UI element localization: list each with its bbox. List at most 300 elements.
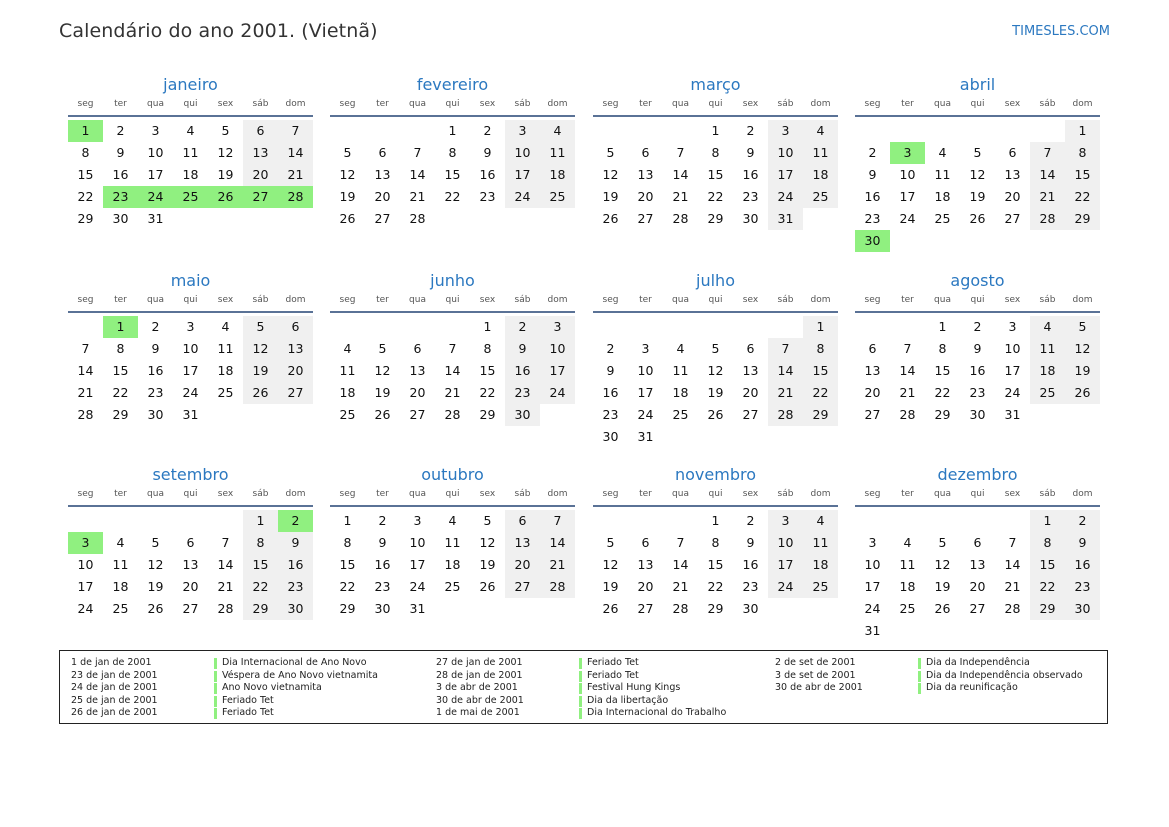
legend-item [436,682,726,695]
weekday-label: qua [409,489,426,499]
day-cell: 29 [707,601,724,616]
day-cell: 15 [803,360,838,382]
day-cell: 22 [803,382,838,404]
weekday-label: qui [183,99,198,109]
day-cell: 26 [147,601,164,616]
week-row [330,554,575,576]
month-outubro [330,464,575,620]
weekday-label: seg [864,489,881,499]
day-cell: 6 [746,341,755,356]
empty-day [505,208,540,230]
day-cell: 2 [606,341,615,356]
legend-item [71,670,378,683]
day-cell: 26 [602,601,619,616]
month-name: junho [430,271,475,290]
week-row [855,510,1100,532]
empty-day [365,316,400,338]
weekday-label: sáb [777,489,794,499]
day-cell: 29 [1065,208,1100,230]
day-cell: 20 [505,554,540,576]
day-cell: 12 [339,167,356,182]
day-cell: 3 [68,532,103,554]
day-cell: 23 [278,576,313,598]
day-cell: 1 [103,316,138,338]
weekday-header [68,294,313,313]
day-cell: 3 [768,510,803,532]
day-cell: 27 [637,211,654,226]
legend-item [775,682,1083,695]
weekday-label: sex [479,489,496,499]
empty-day [278,404,313,426]
day-cell: 13 [278,338,313,360]
empty-day [733,316,768,338]
day-cell: 9 [483,145,492,160]
day-cell: 25 [899,601,916,616]
day-cell: 20 [278,360,313,382]
empty-day [925,620,960,642]
week-row [593,510,838,532]
weekday-label: dom [1072,295,1093,305]
empty-day [1065,404,1100,426]
month-name: maio [170,271,211,290]
day-cell: 5 [606,535,615,550]
holiday-marker [214,683,217,694]
day-cell: 2 [746,513,755,528]
day-cell: 21 [672,579,689,594]
holiday-marker [579,708,582,719]
day-cell: 6 [641,145,650,160]
legend-item [71,657,378,670]
day-cell: 22 [1065,186,1100,208]
empty-day [960,620,995,642]
week-row [593,576,838,598]
day-cell: 21 [672,189,689,204]
day-cell: 17 [637,385,654,400]
day-cell: 27 [742,407,759,422]
day-cell: 16 [505,360,540,382]
empty-day [925,510,960,532]
day-cell: 26 [1065,382,1100,404]
legend-item [71,682,378,695]
holiday-date: 27 de jan de 2001 [436,657,523,668]
empty-day [890,120,925,142]
empty-day [855,316,890,338]
week-row [330,382,575,404]
week-row [855,620,1100,642]
day-cell: 11 [1030,338,1065,360]
holiday-marker [579,696,582,707]
weekday-label: dom [285,99,306,109]
day-cell: 8 [1065,142,1100,164]
day-cell: 9 [505,338,540,360]
day-cell: 24 [77,601,94,616]
week-row [593,164,838,186]
weekday-label: qua [934,489,951,499]
day-cell: 8 [116,341,125,356]
day-cell: 11 [182,145,199,160]
day-cell: 23 [602,407,619,422]
day-cell: 31 [147,211,164,226]
day-cell: 15 [77,167,94,182]
day-cell: 11 [899,557,916,572]
day-cell: 23 [742,579,759,594]
day-cell: 30 [1065,598,1100,620]
empty-day [278,208,313,230]
day-cell: 5 [378,341,387,356]
weekday-label: sáb [514,489,531,499]
empty-day [925,230,960,252]
empty-day [1030,404,1065,426]
day-cell: 24 [182,385,199,400]
week-row [855,186,1100,208]
weekday-label: seg [602,489,619,499]
day-cell: 24 [505,186,540,208]
weekday-header [330,488,575,507]
week-row [855,598,1100,620]
weekday-label: sáb [1039,99,1056,109]
empty-day [330,316,365,338]
day-cell: 15 [1030,554,1065,576]
day-cell: 9 [151,341,160,356]
day-cell: 2 [278,510,313,532]
day-cell: 7 [221,535,230,550]
holiday-marker [918,671,921,682]
weekday-label: seg [77,489,94,499]
empty-day [803,426,838,448]
holiday-date: 2 de set de 2001 [775,657,856,668]
day-cell: 7 [768,338,803,360]
week-row [330,164,575,186]
day-cell: 7 [278,120,313,142]
day-cell: 29 [707,211,724,226]
day-cell: 27 [864,407,881,422]
day-cell: 5 [483,513,492,528]
day-cell: 28 [409,211,426,226]
holiday-date: 1 de jan de 2001 [71,657,152,668]
weekday-label: sex [1004,489,1021,499]
legend-column [436,657,726,720]
weekday-label: sáb [514,99,531,109]
day-cell: 22 [339,579,356,594]
empty-day [960,510,995,532]
day-cell: 21 [768,382,803,404]
empty-day [208,510,243,532]
weekday-header [330,98,575,117]
day-cell: 15 [479,363,496,378]
day-cell: 26 [339,211,356,226]
weekday-label: qua [672,295,689,305]
day-cell: 28 [1004,601,1021,616]
day-cell: 1 [483,319,492,334]
day-cell: 9 [868,167,877,182]
day-cell: 8 [81,145,90,160]
day-cell: 9 [973,341,982,356]
empty-day [960,120,995,142]
empty-day [435,598,470,620]
empty-day [593,316,628,338]
day-cell: 17 [899,189,916,204]
empty-day [628,316,663,338]
week-row [330,186,575,208]
week-row [855,120,1100,142]
week-row [855,360,1100,382]
empty-day [663,316,698,338]
day-cell: 11 [803,532,838,554]
holiday-name: Dia Internacional de Ano Novo [222,657,367,668]
day-cell: 8 [448,145,457,160]
holiday-name: Feriado Tet [587,669,639,681]
day-cell: 18 [934,189,951,204]
empty-day [995,510,1030,532]
day-cell: 16 [479,167,496,182]
week-row [68,186,313,208]
day-cell: 28 [278,186,313,208]
week-row [593,554,838,576]
day-cell: 2 [116,123,125,138]
weekday-label: qui [183,295,198,305]
weekday-label: sex [217,99,234,109]
day-cell: 22 [934,385,951,400]
day-cell: 1 [1030,510,1065,532]
week-row [855,382,1100,404]
day-cell: 28 [1030,208,1065,230]
weekday-header [855,488,1100,507]
day-cell: 6 [641,535,650,550]
day-cell: 17 [182,363,199,378]
weekday-label: sáb [252,99,269,109]
day-cell: 16 [374,557,391,572]
holiday-marker [214,658,217,669]
day-cell: 18 [217,363,234,378]
week-row [855,230,1100,252]
empty-day [890,510,925,532]
day-cell: 16 [147,363,164,378]
day-cell: 21 [409,189,426,204]
day-cell: 26 [969,211,986,226]
day-cell: 21 [444,385,461,400]
day-cell: 22 [1030,576,1065,598]
day-cell: 5 [1065,316,1100,338]
day-cell: 5 [221,123,230,138]
day-cell: 18 [672,385,689,400]
day-cell: 25 [803,186,838,208]
day-cell: 6 [505,510,540,532]
day-cell: 14 [217,557,234,572]
day-cell: 12 [147,557,164,572]
day-cell: 19 [969,189,986,204]
weekday-label: ter [376,489,389,499]
day-cell: 7 [903,341,912,356]
day-cell: 21 [899,385,916,400]
day-cell: 8 [711,535,720,550]
week-row [68,598,313,620]
empty-day [663,510,698,532]
day-cell: 4 [676,341,685,356]
day-cell: 6 [868,341,877,356]
legend-item [436,707,726,720]
day-cell: 9 [116,145,125,160]
weekday-label: qua [934,99,951,109]
day-cell: 17 [1004,363,1021,378]
holiday-date: 3 de set de 2001 [775,669,856,681]
day-cell: 1 [243,510,278,532]
day-cell: 17 [768,164,803,186]
day-cell: 29 [479,407,496,422]
week-row [593,186,838,208]
day-cell: 24 [138,186,173,208]
day-cell: 8 [343,535,352,550]
day-cell: 20 [637,579,654,594]
day-cell: 19 [602,189,619,204]
day-cell: 28 [768,404,803,426]
day-cell: 3 [151,123,160,138]
day-cell: 3 [540,316,575,338]
empty-day [698,316,733,338]
day-cell: 4 [803,510,838,532]
day-cell: 19 [707,385,724,400]
day-cell: 24 [1004,385,1021,400]
empty-day [628,510,663,532]
empty-day [540,208,575,230]
week-row [330,120,575,142]
weekday-label: dom [1072,489,1093,499]
day-cell: 12 [243,338,278,360]
weekday-header [855,294,1100,313]
day-cell: 18 [339,385,356,400]
day-cell: 20 [864,385,881,400]
day-cell: 12 [602,557,619,572]
weekday-label: ter [639,489,652,499]
weekday-label: seg [339,99,356,109]
day-cell: 19 [934,579,951,594]
weekday-label: ter [376,99,389,109]
empty-day [803,208,838,230]
day-cell: 1 [343,513,352,528]
day-cell: 18 [1030,360,1065,382]
day-cell: 4 [448,513,457,528]
day-cell: 26 [707,407,724,422]
legend-item [775,657,1083,670]
site-link[interactable]: TIMESLES.COM [1012,24,1110,39]
day-cell: 31 [768,208,803,230]
weekday-label: dom [547,295,568,305]
day-cell: 5 [973,145,982,160]
day-cell: 29 [1030,598,1065,620]
day-cell: 23 [742,189,759,204]
day-cell: 14 [540,532,575,554]
day-cell: 12 [969,167,986,182]
empty-day [540,598,575,620]
day-cell: 26 [208,186,243,208]
day-cell: 25 [444,579,461,594]
weekday-label: qui [970,489,985,499]
weekday-label: qui [445,99,460,109]
day-cell: 13 [243,142,278,164]
day-cell: 2 [151,319,160,334]
day-cell: 8 [483,341,492,356]
weekday-label: qui [970,295,985,305]
day-cell: 19 [479,557,496,572]
empty-day [1065,230,1100,252]
holiday-date: 1 de mai de 2001 [436,707,520,718]
day-cell: 25 [1030,382,1065,404]
empty-day [540,404,575,426]
day-cell: 15 [444,167,461,182]
month-name: setembro [152,465,229,484]
day-cell: 7 [540,510,575,532]
week-row [330,576,575,598]
week-row [855,404,1100,426]
legend-column [775,657,1083,695]
week-row [855,576,1100,598]
day-cell: 3 [1008,319,1017,334]
day-cell: 8 [803,338,838,360]
empty-day [995,230,1030,252]
day-cell: 12 [479,535,496,550]
day-cell: 3 [890,142,925,164]
day-cell: 24 [768,576,803,598]
day-cell: 28 [444,407,461,422]
holiday-date: 30 de abr de 2001 [775,682,863,693]
day-cell: 29 [339,601,356,616]
day-cell: 14 [444,363,461,378]
day-cell: 30 [742,601,759,616]
month-name: julho [696,271,735,290]
month-março [593,74,838,230]
week-row [855,164,1100,186]
day-cell: 18 [182,167,199,182]
day-cell: 28 [672,211,689,226]
empty-day [243,404,278,426]
weekday-label: seg [77,295,94,305]
empty-day [1030,120,1065,142]
day-cell: 4 [186,123,195,138]
month-fevereiro [330,74,575,230]
holiday-date: 24 de jan de 2001 [71,682,158,693]
day-cell: 24 [637,407,654,422]
day-cell: 9 [746,535,755,550]
day-cell: 2 [746,123,755,138]
month-agosto [855,270,1100,426]
weekday-label: qua [672,99,689,109]
day-cell: 25 [112,601,129,616]
day-cell: 6 [1008,145,1017,160]
day-cell: 27 [505,576,540,598]
holiday-name: Feriado Tet [222,707,274,718]
day-cell: 25 [339,407,356,422]
day-cell: 5 [606,145,615,160]
empty-day [208,208,243,230]
weekday-label: ter [639,99,652,109]
empty-day [663,120,698,142]
legend-item [436,657,726,670]
day-cell: 12 [374,363,391,378]
empty-day [698,426,733,448]
week-row [68,404,313,426]
day-cell: 15 [112,363,129,378]
month-setembro [68,464,313,620]
day-cell: 13 [409,363,426,378]
day-cell: 30 [855,230,890,252]
week-row [330,316,575,338]
weekday-label: sáb [252,489,269,499]
holiday-legend [59,650,1108,724]
weekday-label: sáb [1039,489,1056,499]
day-cell: 15 [934,363,951,378]
legend-item [71,695,378,708]
day-cell: 16 [742,167,759,182]
day-cell: 26 [934,601,951,616]
